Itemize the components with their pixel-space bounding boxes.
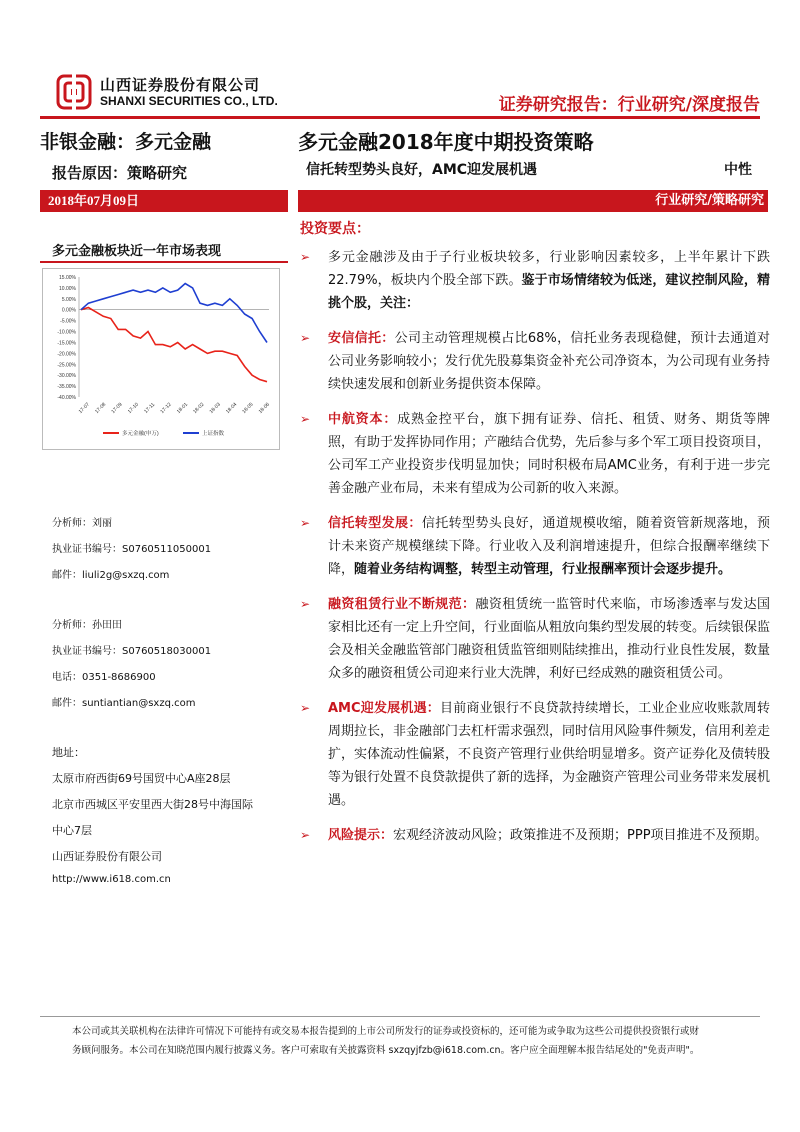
x-tick-label: 17-11	[143, 401, 157, 415]
address-line-1: 太原市府西街69号国贸中心A座28层	[52, 772, 231, 785]
y-tick-label: 10.00%	[59, 285, 76, 292]
y-tick-label: -10.00%	[57, 329, 76, 336]
analyst-2-phone: 电话：0351-8686900	[52, 672, 156, 683]
list-item	[300, 512, 770, 581]
address-line-2: 北京市西城区平安里西大街28号中海国际	[52, 798, 253, 811]
y-tick-label: -20.00%	[57, 351, 76, 358]
bullet-lead: 安信信托：	[328, 331, 395, 346]
list-item	[300, 697, 770, 812]
legend-label: 多元金融(申万)	[122, 431, 159, 437]
address-line-3: 中心7层	[52, 824, 92, 837]
x-tick-label: 18-06	[257, 401, 271, 415]
arrow-bullet-icon: ➢	[300, 597, 311, 611]
company-website-link[interactable]: http://www.i618.com.cn	[52, 874, 171, 885]
legend-label: 上证指数	[202, 431, 225, 437]
bullet-text: 信托转型势头良好，通道规模收缩，随着资管新规落地，预计未来资产规模继续下降。行业收入及利润增速提升，但综合报酬率继续下降，	[328, 516, 770, 577]
page-title: 多元金融2018年度中期投资策略	[298, 130, 594, 154]
company-name-cn: 山西证券股份有限公司	[100, 76, 261, 94]
chart-title: 多元金融板块近一年市场表现	[52, 244, 222, 259]
y-tick-label: 5.00%	[61, 296, 76, 303]
bullet-lead: 融资租赁行业不断规范：	[328, 597, 476, 612]
key-points-heading: 投资要点：	[300, 221, 370, 237]
y-tick-label: 15.00%	[59, 275, 76, 281]
list-item	[300, 327, 770, 396]
arrow-bullet-icon: ➢	[300, 701, 311, 715]
disclaimer-line-2: 务顾问服务。本公司在知晓范围内履行披露义务。客户可索取有关披露资料 sxzqyjfzb@i618.com.cn。客户应全面理解本报告结尾处的"免责声明"。	[72, 1045, 700, 1056]
bullet-bold-text: 鉴于市场情绪较为低迷，建议控制风险，精挑个股，关注：	[328, 273, 770, 311]
y-tick-label: -15.00%	[57, 340, 76, 347]
chart-title-divider	[40, 261, 288, 263]
disclaimer-line-1: 本公司或其关联机构在法律许可情况下可能持有或交易本报告提到的上市公司所发行的证券或投资标的，还可能为或争取为这些公司提供投资银行或财	[72, 1026, 700, 1037]
analyst-1-cert: 执业证书编号：S0760511050001	[52, 544, 212, 555]
report-subtitle: 信托转型势头良好，AMC迎发展机遇	[306, 162, 538, 178]
chart-svg	[43, 269, 279, 449]
x-tick-label: 18-01	[175, 401, 190, 415]
market-performance-chart	[42, 268, 280, 450]
disclaimer	[72, 1022, 762, 1060]
x-tick-label: 17-08	[94, 401, 108, 415]
key-points-list	[300, 246, 770, 859]
analyst-1-name: 分析师：刘丽	[52, 518, 112, 529]
analyst-1-email[interactable]: 邮件：liuli2g@sxzq.com	[52, 570, 170, 581]
x-tick-label: 17-12	[159, 401, 173, 415]
analyst-2-name: 分析师：孙田田	[52, 620, 122, 631]
list-item	[300, 824, 770, 847]
bullet-lead: 信托转型发展：	[328, 516, 422, 531]
bullet-text: 成熟金控平台，旗下拥有证券、信托、租赁、财务、期货等牌照，有助于发挥协同作用；产融结合优势，先后参与多个军工项目投资项目，公司军工产业投资步伐明显加快；同时积极布局AMC业务，有利于进一步完善金融产业布局，未来有望成为公司新的收入来源。	[328, 412, 771, 496]
arrow-bullet-icon: ➢	[300, 828, 311, 842]
x-tick-label: 18-02	[192, 401, 206, 415]
x-tick-label: 18-03	[208, 401, 222, 415]
arrow-bullet-icon: ➢	[300, 412, 311, 426]
bullet-text: 宏观经济波动风险；政策推进不及预期；PPP项目推进不及预期。	[393, 828, 768, 843]
list-item	[300, 593, 770, 685]
company-logo-icon	[56, 74, 92, 110]
y-tick-label: -30.00%	[57, 373, 76, 380]
bullet-lead: 中航资本：	[328, 412, 398, 427]
bullet-text: 融资租赁统一监管时代来临，市场渗透率与发达国家相比还有一定上升空间，行业面临从粗放向集约型发展的转变。后续银保监会及相关金融监管部门融资租赁监管细则陆续推出，推动行业良性发展，数量众多的融资租赁公司迎来行业大洗牌，利好已经成熟的融资租赁公司。	[328, 597, 771, 681]
bullet-text: 多元金融涉及由于子行业板块较多，行业影响因素较多，上半年累计下跌22.79%，板块内个股全部下跌。	[328, 250, 770, 288]
series-line-1	[81, 308, 267, 382]
x-tick-label: 18-05	[241, 401, 255, 415]
bullet-lead: AMC迎发展机遇：	[328, 701, 440, 716]
report-reason: 报告原因：策略研究	[52, 164, 188, 182]
address-company: 山西证券股份有限公司	[52, 850, 162, 863]
arrow-bullet-icon: ➢	[300, 516, 311, 530]
x-tick-label: 18-04	[224, 401, 239, 415]
bullet-bold-text: 随着业务结构调整，转型主动管理，行业报酬率预计会逐步提升。	[354, 562, 732, 577]
address-label: 地址：	[52, 746, 85, 759]
sector-title: 非银金融：多元金融	[40, 131, 212, 153]
footer-divider	[40, 1016, 760, 1017]
arrow-bullet-icon: ➢	[300, 331, 311, 345]
y-tick-label: -40.00%	[57, 395, 76, 401]
bullet-text: 目前商业银行不良贷款持续增长，工业企业应收账款周转周期拉长，非金融部门去杠杆需求强烈，同时信用风险事件频发，信用利差走扩，实体流动性偏紧，不良资产管理行业供给明显增多。资产证券化及债转股等为银行处置不良贷款提供了新的选择，为金融资产管理公司业务带来发展机遇。	[328, 701, 771, 808]
report-type: 证券研究报告：行业研究/深度报告	[498, 95, 760, 115]
series-line-2	[81, 284, 267, 343]
bullet-lead: 风险提示：	[328, 828, 394, 843]
analyst-2-email[interactable]: 邮件：suntiantian@sxzq.com	[52, 698, 196, 709]
report-category: 行业研究/策略研究	[298, 190, 768, 212]
company-name-en: SHANXI SECURITIES CO., LTD.	[100, 94, 278, 108]
rating-badge: 中性	[724, 162, 752, 178]
analyst-2-cert: 执业证书编号：S0760518030001	[52, 646, 212, 657]
header-divider	[40, 116, 760, 119]
x-tick-label: 17-09	[110, 401, 124, 415]
list-item	[300, 408, 770, 500]
y-tick-label: -35.00%	[57, 384, 76, 391]
report-date: 2018年07月09日	[40, 190, 288, 212]
y-tick-label: -25.00%	[57, 362, 76, 369]
y-tick-label: 0.00%	[61, 307, 76, 314]
arrow-bullet-icon: ➢	[300, 250, 311, 264]
x-tick-label: 17-07	[77, 401, 91, 415]
y-tick-label: -5.00%	[60, 318, 76, 325]
bullet-text: 公司主动管理规模占比68%，信托业务表现稳健，预计去通道对公司业务影响较小；发行优先股募集资金补充公司净资本，为公司现有业务持续快速发展和创新业务提供资本保障。	[328, 331, 771, 392]
x-tick-label: 17-10	[126, 401, 141, 415]
list-item	[300, 246, 770, 315]
